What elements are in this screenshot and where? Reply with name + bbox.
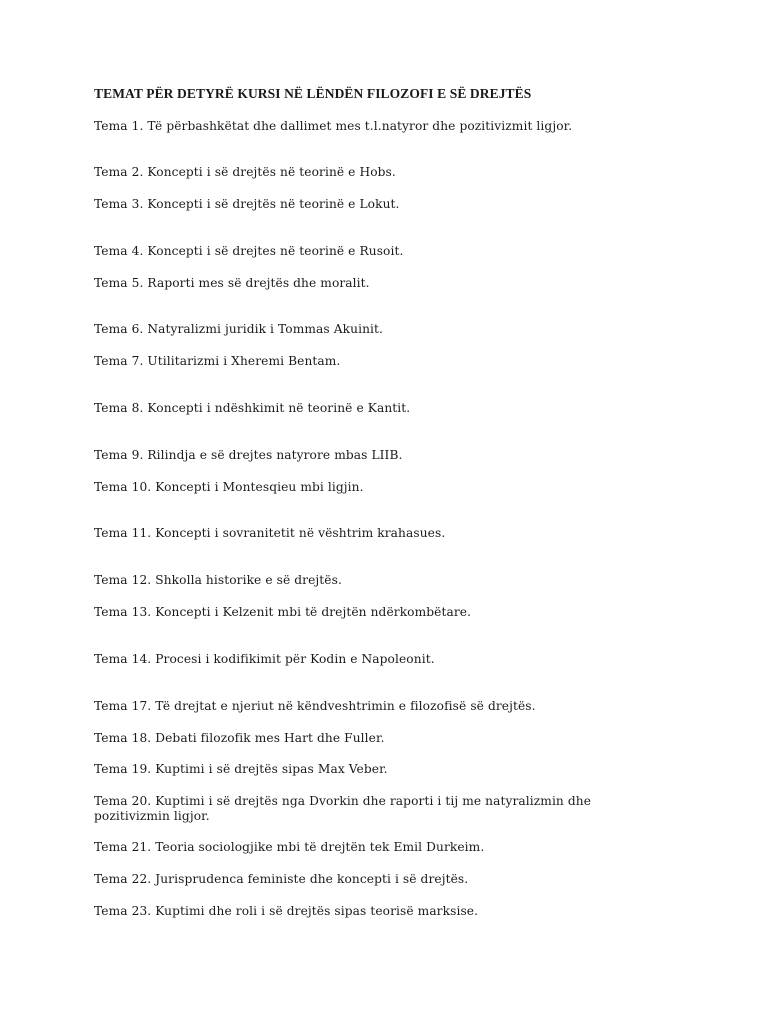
topic-item-6: Tema 6. Natyralizmi juridik i Tommas Akuinit.	[94, 322, 384, 336]
topic-item-7: Tema 7. Utilitarizmi i Xheremi Bentam.	[94, 354, 341, 368]
topic-item-14: Tema 14. Procesi i kodifikimit për Kodin e Napoleonit.	[94, 652, 435, 666]
topic-item-2: Tema 2. Koncepti i së drejtës në teorinë e Hobs.	[94, 165, 396, 179]
topic-item-17: Tema 17. Të drejtat e njeriut në këndveshtrimin e filozofisë së drejtës.	[94, 699, 536, 713]
topic-item-22: Tema 22. Jurisprudenca feministe dhe koncepti i së drejtës.	[94, 872, 469, 886]
topic-item-3: Tema 3. Koncepti i së drejtës në teorinë e Lokut.	[94, 197, 400, 211]
topic-item-1: Tema 1. Të përbashkëtat dhe dallimet mes t.l.natyror dhe pozitivizmit ligjor.	[94, 119, 573, 133]
topic-item-11: Tema 11. Koncepti i sovranitetit në vështrim krahasues.	[94, 526, 446, 540]
topic-item-9: Tema 9. Rilindja e së drejtes natyrore mbas LIIB.	[94, 448, 403, 462]
topic-item-21: Tema 21. Teoria sociologjike mbi të drejtën tek Emil Durkeim.	[94, 840, 485, 854]
topic-item-19: Tema 19. Kuptimi i së drejtës sipas Max Veber.	[94, 762, 388, 776]
topic-item-8: Tema 8. Koncepti i ndëshkimit në teorinë e Kantit.	[94, 401, 411, 415]
topic-item-5: Tema 5. Raporti mes së drejtës dhe moralit.	[94, 276, 370, 290]
topic-item-12: Tema 12. Shkolla historike e së drejtës.	[94, 573, 342, 587]
document-title: TEMAT PËR DETYRË KURSI NË LËNDËN FILOZOFI E SË DREJTËS	[94, 86, 532, 101]
topic-item-18: Tema 18. Debati filozofik mes Hart dhe Fuller.	[94, 731, 385, 745]
topic-item-13: Tema 13. Koncepti i Kelzenit mbi të drejtën ndërkombëtare.	[94, 605, 472, 619]
topic-item-23: Tema 23. Kuptimi dhe roli i së drejtës sipas teorisë marksise.	[94, 904, 479, 918]
topic-item-4: Tema 4. Koncepti i së drejtes në teorinë e Rusoit.	[94, 244, 404, 258]
topic-item-10: Tema 10. Koncepti i Montesqieu mbi ligjin.	[94, 480, 364, 494]
topic-item-20: Tema 20. Kuptimi i së drejtës nga Dvorkin dhe raporti i tij me natyralizmin dhe pozitivizmin ligjor.	[94, 794, 592, 823]
